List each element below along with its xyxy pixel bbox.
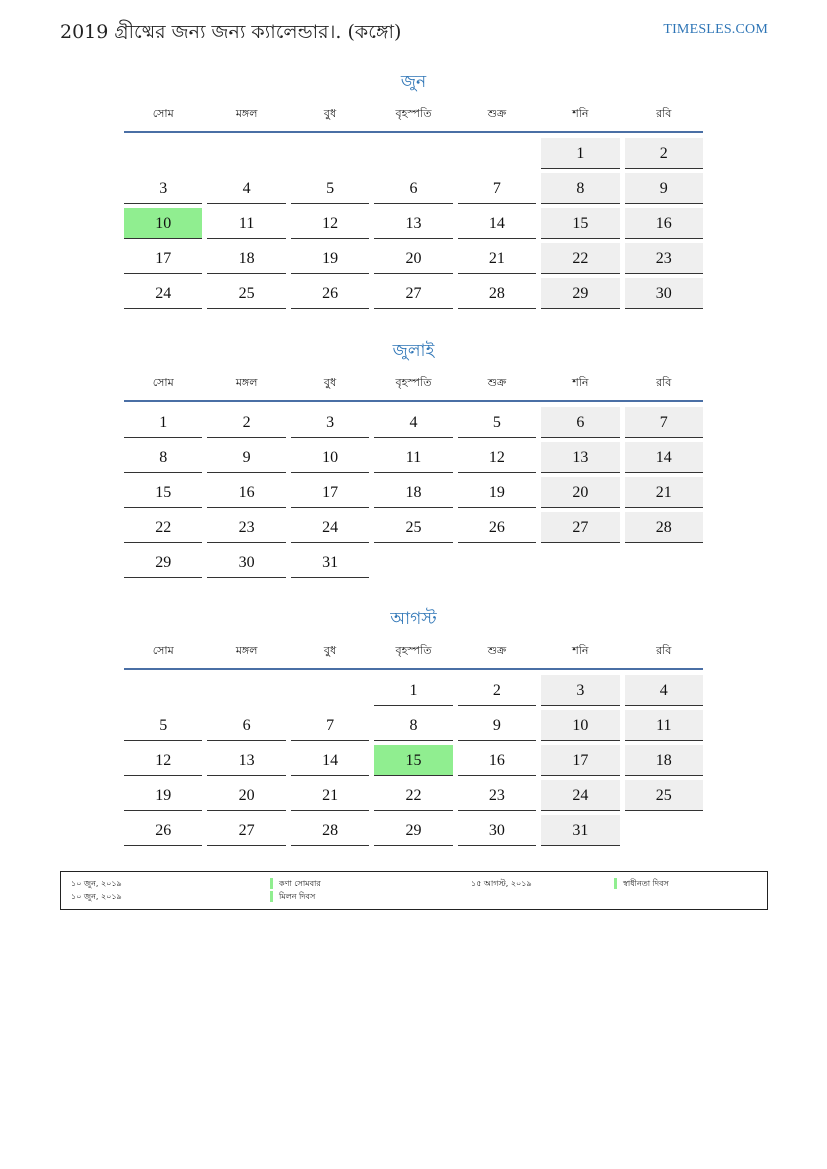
day-cell: 17 xyxy=(291,477,369,508)
day-cell: 14 xyxy=(458,208,536,239)
day-cell: 23 xyxy=(625,243,703,274)
month-july xyxy=(124,338,703,578)
day-cell: 9 xyxy=(207,442,285,473)
day-cell: 8 xyxy=(124,442,202,473)
empty-day-cell xyxy=(291,675,369,705)
day-cell: 4 xyxy=(207,173,285,204)
holiday-marker xyxy=(614,878,617,889)
holiday-marker xyxy=(270,878,273,889)
weekday-label: বুধ xyxy=(323,644,337,657)
legend-holiday: স্বাধীনতা দিবস xyxy=(623,879,669,888)
day-cell: 21 xyxy=(625,477,703,508)
day-cell: 30 xyxy=(207,547,285,578)
day-grid xyxy=(124,138,703,309)
day-cell: 19 xyxy=(124,780,202,811)
day-cell: 19 xyxy=(458,477,536,508)
day-cell: 25 xyxy=(625,780,703,811)
day-cell: 8 xyxy=(541,173,619,204)
weekday-label: বৃহস্পতি xyxy=(395,107,432,120)
site-link[interactable]: TIMESLES.COM xyxy=(663,22,768,37)
day-cell: 4 xyxy=(625,675,703,706)
day-cell: 14 xyxy=(291,745,369,776)
day-cell: 15 xyxy=(374,745,452,776)
weekday-label: মঙ্গল xyxy=(235,107,258,120)
weekday-header xyxy=(124,103,703,133)
day-cell: 30 xyxy=(625,278,703,309)
day-cell: 12 xyxy=(291,208,369,239)
day-cell: 28 xyxy=(625,512,703,543)
day-cell: 1 xyxy=(124,407,202,438)
day-cell: 22 xyxy=(124,512,202,543)
day-cell: 18 xyxy=(625,745,703,776)
day-cell: 10 xyxy=(541,710,619,741)
weekday-label: রবি xyxy=(656,107,672,120)
weekday-label: বুধ xyxy=(323,376,337,389)
day-cell: 11 xyxy=(207,208,285,239)
day-cell: 23 xyxy=(207,512,285,543)
month-august xyxy=(124,606,703,846)
legend-date: ১০ জুন, ২০১৯ xyxy=(71,892,122,901)
day-cell: 29 xyxy=(374,815,452,846)
day-cell: 26 xyxy=(458,512,536,543)
empty-day-cell xyxy=(207,138,285,168)
day-cell: 3 xyxy=(291,407,369,438)
day-cell: 2 xyxy=(625,138,703,169)
day-cell: 2 xyxy=(458,675,536,706)
weekday-label: শুক্র xyxy=(487,107,507,120)
weekday-label: সোম xyxy=(152,376,174,389)
day-cell: 16 xyxy=(625,208,703,239)
weekday-label: শনি xyxy=(572,644,589,657)
weekday-label: রবি xyxy=(656,376,672,389)
day-cell: 6 xyxy=(207,710,285,741)
legend-date: ১০ জুন, ২০১৯ xyxy=(71,879,122,888)
holiday-marker xyxy=(270,891,273,902)
weekday-label: সোম xyxy=(152,644,174,657)
day-cell: 28 xyxy=(458,278,536,309)
weekday-label: মঙ্গল xyxy=(235,644,258,657)
day-cell: 29 xyxy=(124,547,202,578)
day-cell: 17 xyxy=(124,243,202,274)
day-cell: 1 xyxy=(374,675,452,706)
day-cell: 4 xyxy=(374,407,452,438)
day-cell: 14 xyxy=(625,442,703,473)
day-cell: 12 xyxy=(458,442,536,473)
day-cell: 12 xyxy=(124,745,202,776)
day-cell: 5 xyxy=(458,407,536,438)
empty-day-cell xyxy=(124,675,202,705)
day-cell: 29 xyxy=(541,278,619,309)
day-cell: 9 xyxy=(458,710,536,741)
day-cell: 15 xyxy=(541,208,619,239)
day-cell: 3 xyxy=(124,173,202,204)
day-cell: 27 xyxy=(374,278,452,309)
day-cell: 11 xyxy=(625,710,703,741)
day-cell: 21 xyxy=(458,243,536,274)
day-grid xyxy=(124,407,703,578)
empty-day-cell xyxy=(291,138,369,168)
empty-day-cell xyxy=(207,675,285,705)
day-cell: 20 xyxy=(374,243,452,274)
day-cell: 24 xyxy=(124,278,202,309)
day-cell: 16 xyxy=(458,745,536,776)
empty-day-cell xyxy=(458,138,536,168)
day-cell: 28 xyxy=(291,815,369,846)
day-cell: 30 xyxy=(458,815,536,846)
day-cell: 13 xyxy=(374,208,452,239)
day-cell: 10 xyxy=(291,442,369,473)
day-cell: 27 xyxy=(541,512,619,543)
day-cell: 25 xyxy=(207,278,285,309)
day-cell: 7 xyxy=(458,173,536,204)
weekday-label: বুধ xyxy=(323,107,337,120)
day-cell: 22 xyxy=(374,780,452,811)
page-title: 2019 গ্রীষ্মের জন্য জন্য ক্যালেন্ডার।. (কঙ্গো) xyxy=(60,21,402,43)
day-cell: 31 xyxy=(291,547,369,578)
day-cell: 2 xyxy=(207,407,285,438)
month-name: জুলাই xyxy=(392,341,435,361)
day-cell: 6 xyxy=(541,407,619,438)
day-cell: 22 xyxy=(541,243,619,274)
weekday-header xyxy=(124,640,703,670)
day-cell: 20 xyxy=(207,780,285,811)
day-cell: 17 xyxy=(541,745,619,776)
day-cell: 5 xyxy=(124,710,202,741)
day-cell: 13 xyxy=(541,442,619,473)
day-cell: 8 xyxy=(374,710,452,741)
day-cell: 11 xyxy=(374,442,452,473)
day-cell: 5 xyxy=(291,173,369,204)
month-june xyxy=(124,69,703,309)
day-cell: 24 xyxy=(541,780,619,811)
empty-day-cell xyxy=(124,138,202,168)
day-cell: 3 xyxy=(541,675,619,706)
day-cell: 15 xyxy=(124,477,202,508)
day-cell: 27 xyxy=(207,815,285,846)
day-cell: 21 xyxy=(291,780,369,811)
month-name: জুন xyxy=(400,72,427,92)
day-cell: 19 xyxy=(291,243,369,274)
weekday-label: শনি xyxy=(572,107,589,120)
month-name: আগস্ট xyxy=(390,609,437,629)
day-cell: 31 xyxy=(541,815,619,846)
day-cell: 26 xyxy=(124,815,202,846)
day-cell: 7 xyxy=(291,710,369,741)
day-cell: 16 xyxy=(207,477,285,508)
day-cell: 10 xyxy=(124,208,202,239)
weekday-label: বৃহস্পতি xyxy=(395,644,432,657)
day-cell: 23 xyxy=(458,780,536,811)
day-cell: 9 xyxy=(625,173,703,204)
day-cell: 26 xyxy=(291,278,369,309)
weekday-label: বৃহস্পতি xyxy=(395,376,432,389)
day-cell: 18 xyxy=(374,477,452,508)
day-cell: 7 xyxy=(625,407,703,438)
weekday-label: সোম xyxy=(152,107,174,120)
weekday-label: রবি xyxy=(656,644,672,657)
weekday-label: শুক্র xyxy=(487,644,507,657)
legend-date: ১৫ আগস্ট, ২০১৯ xyxy=(471,879,532,888)
day-cell: 1 xyxy=(541,138,619,169)
weekday-label: শনি xyxy=(572,376,589,389)
day-cell: 24 xyxy=(291,512,369,543)
day-grid xyxy=(124,675,703,846)
empty-day-cell xyxy=(374,138,452,168)
weekday-label: মঙ্গল xyxy=(235,376,258,389)
day-cell: 13 xyxy=(207,745,285,776)
holiday-legend xyxy=(60,871,768,910)
weekday-label: শুক্র xyxy=(487,376,507,389)
day-cell: 25 xyxy=(374,512,452,543)
weekday-header xyxy=(124,372,703,402)
day-cell: 6 xyxy=(374,173,452,204)
day-cell: 18 xyxy=(207,243,285,274)
legend-holiday: মিলন দিবস xyxy=(279,892,316,901)
day-cell: 20 xyxy=(541,477,619,508)
legend-holiday: কণা সোমবার xyxy=(279,879,321,888)
